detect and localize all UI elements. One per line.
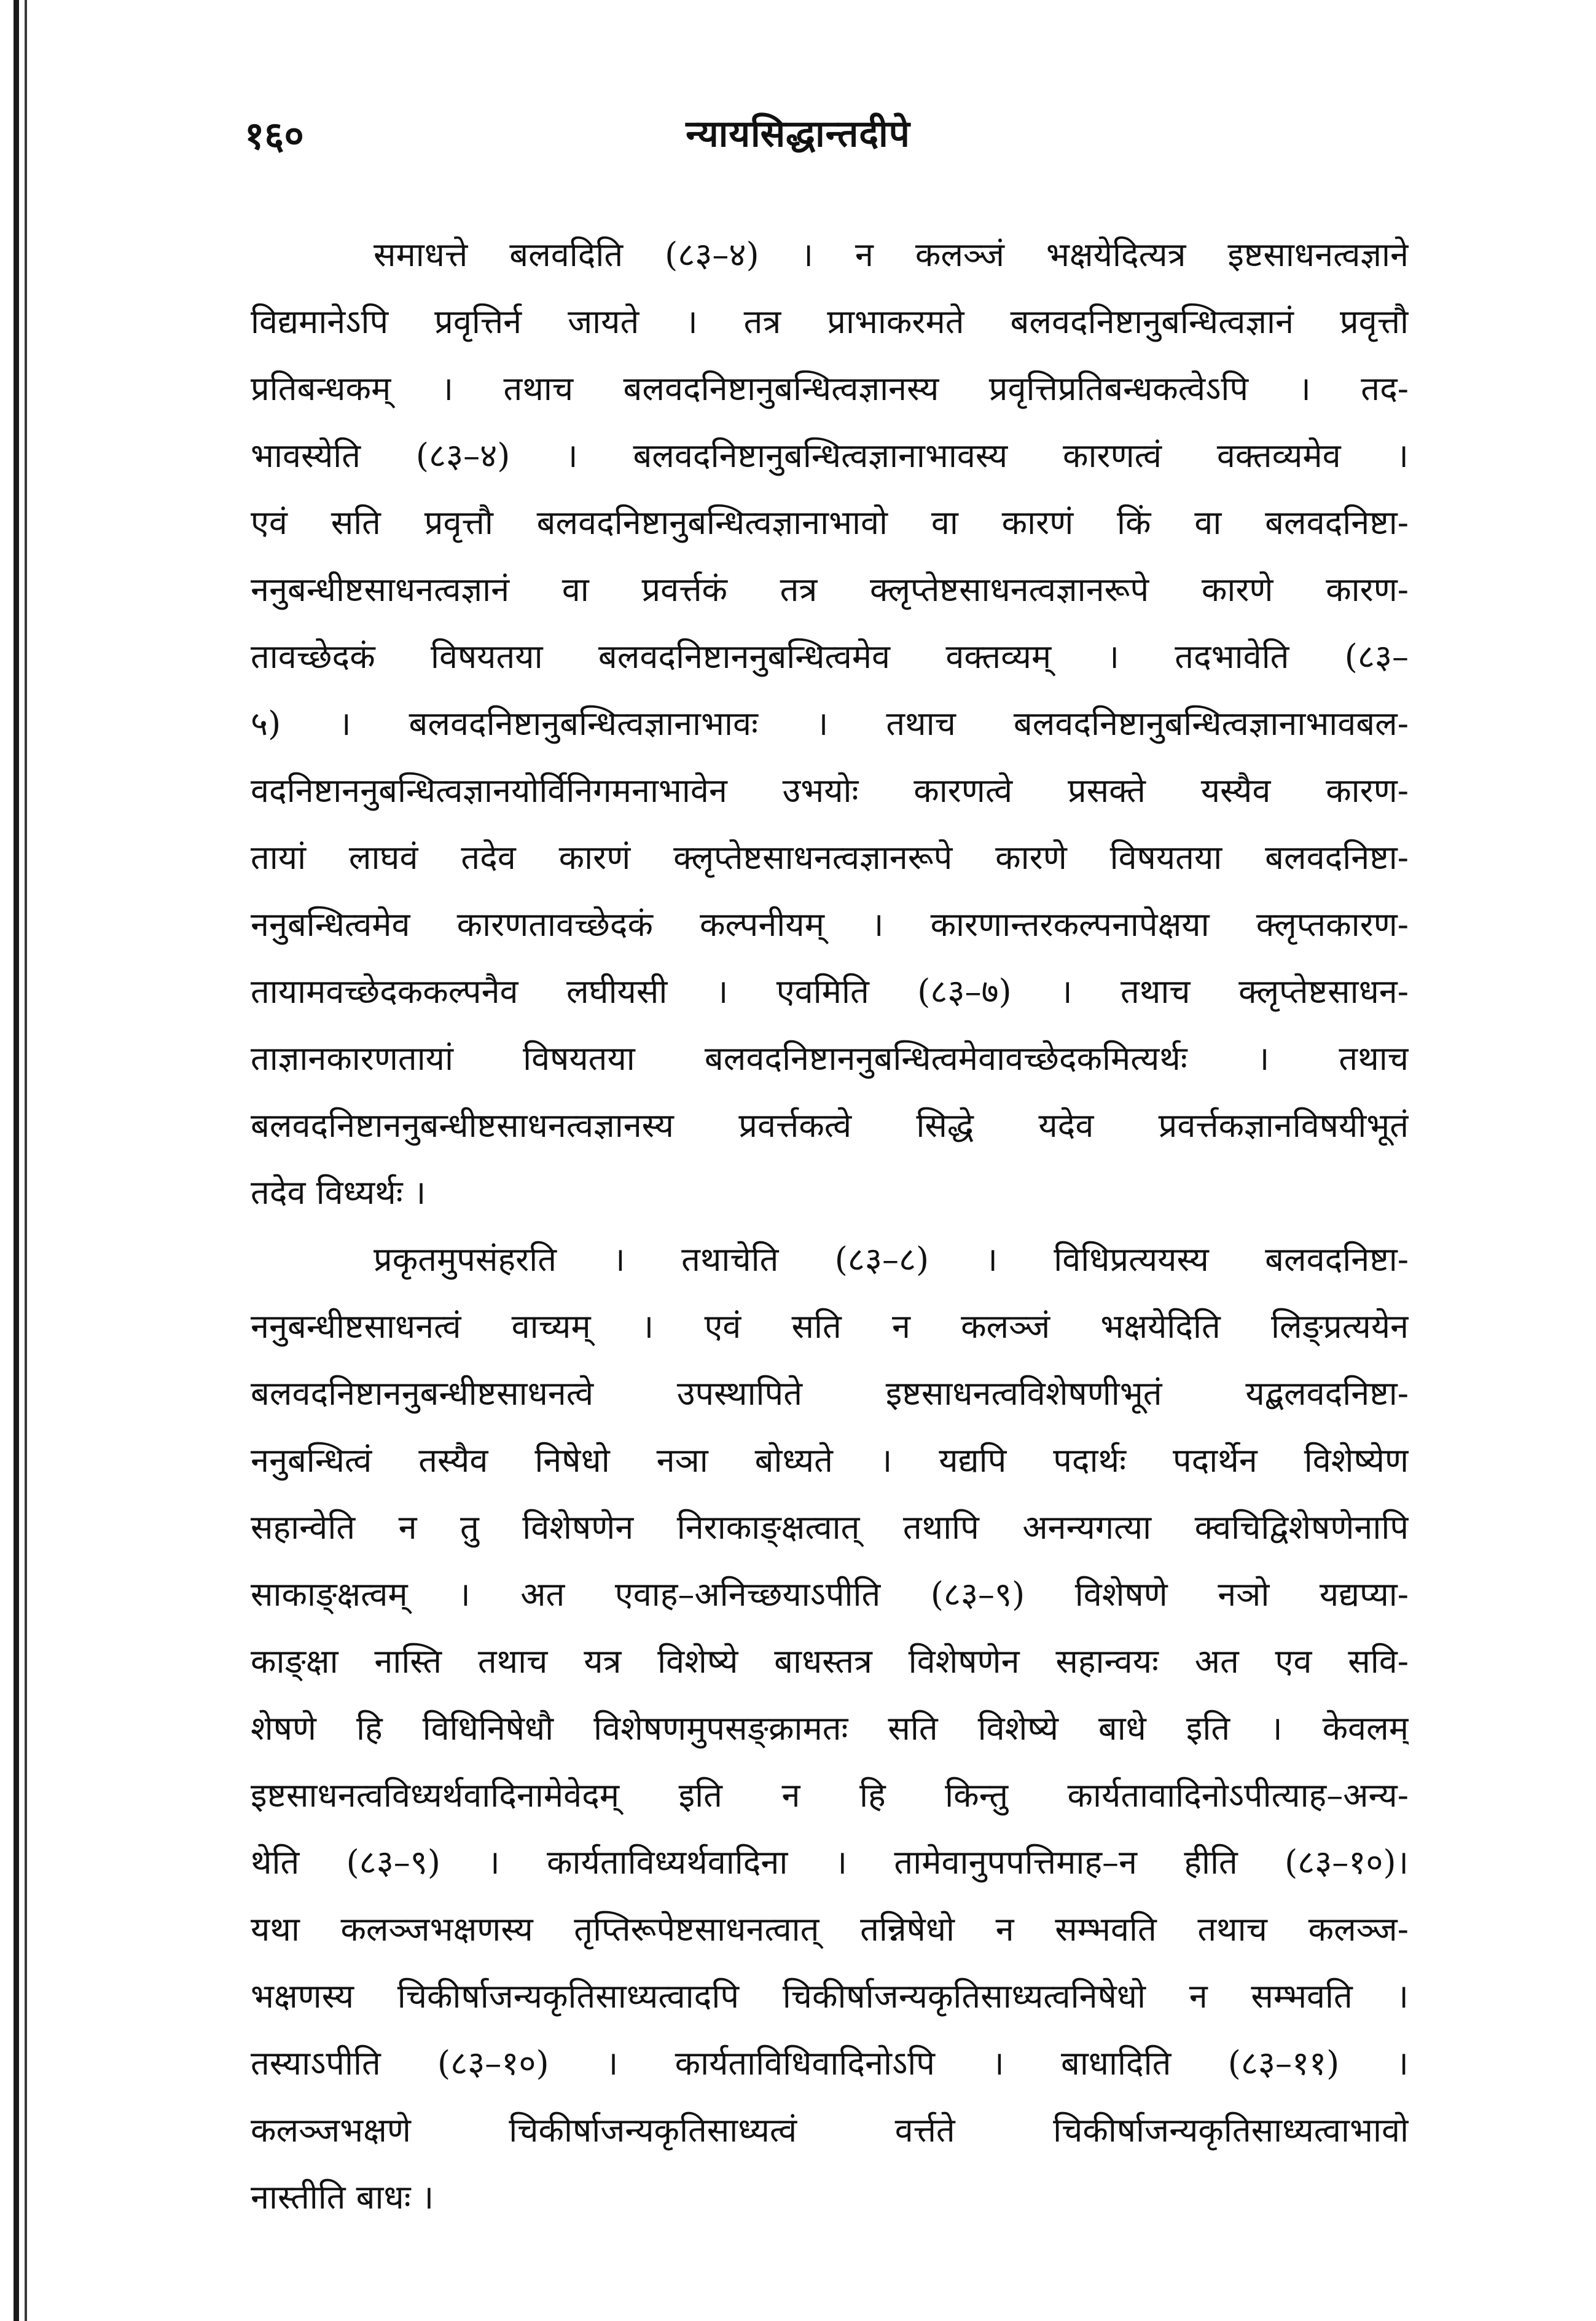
text-line: ताज्ञानकारणतायां विषयतया बलवदनिष्टाननुबन्धित्वमेवावच्छेदकमित्यर्थः । तथाच (251, 1039, 1409, 1078)
text-line: भक्षणस्य चिकीर्षाजन्यकृतिसाध्यत्वादपि चिकीर्षाजन्यकृतिसाध्यत्वनिषेधो न सम्भवति । (251, 1977, 1409, 2016)
text-line: ननुबन्धित्वं तस्यैव निषेधो नञा बोध्यते । यद्यपि पदार्थः पदार्थेन विशेष्येण (251, 1441, 1409, 1480)
running-head-title: न्यायसिद्धान्तदीपे (686, 112, 910, 155)
text-line: तदेव विध्यर्थः । (251, 1173, 426, 1212)
text-line: प्रतिबन्धकम् । तथाच बलवदनिष्टानुबन्धित्वज्ञानस्य प्रवृत्तिप्रतिबन्धकत्वेऽपि । तद- (251, 369, 1409, 408)
text-line: ननुबन्धीष्टसाधनत्वं वाच्यम् । एवं सति न कलञ्जं भक्षयेदिति लिङ्प्रत्ययेन (251, 1307, 1409, 1346)
text-line: समाधत्ते बलवदिति (८३–४) । न कलञ्जं भक्षयेदित्यत्र इष्टसाधनत्वज्ञाने (374, 235, 1409, 274)
text-line: ननुबन्धित्वमेव कारणतावच्छेदकं कल्पनीयम् । कारणान्तरकल्पनापेक्षया क्लृप्तकारण- (251, 905, 1409, 944)
left-margin-rule-inner (25, 0, 27, 2321)
text-line: इष्टसाधनत्वविध्यर्थवादिनामेवेदम् इति न हि किन्तु कार्यतावादिनोऽपीत्याह–अन्य- (251, 1776, 1409, 1815)
text-line: शेषणे हि विधिनिषेधौ विशेषणमुपसङ्क्रामतः सति विशेष्ये बाधे इति । केवलम् (251, 1709, 1409, 1748)
text-line: कलञ्जभक्षणे चिकीर्षाजन्यकृतिसाध्यत्वं वर्त्तते चिकीर्षाजन्यकृतिसाध्यत्वाभावो (251, 2111, 1409, 2150)
text-line: बलवदनिष्टाननुबन्धीष्टसाधनत्वे उपस्थापिते इष्टसाधनत्वविशेषणीभूतं यद्बलवदनिष्टा- (251, 1374, 1409, 1413)
text-line: भावस्येति (८३–४) । बलवदनिष्टानुबन्धित्वज्ञानाभावस्य कारणत्वं वक्तव्यमेव । (251, 436, 1409, 475)
text-line: तावच्छेदकं विषयतया बलवदनिष्टाननुबन्धित्वमेव वक्तव्यम् । तदभावेति (८३– (251, 637, 1409, 676)
text-line: थेति (८३–९) । कार्यताविध्यर्थवादिना । तामेवानुपपत्तिमाह–न हीति (८३–१०)। (251, 1843, 1409, 1882)
left-margin-rule (14, 0, 19, 2321)
text-line: विद्यमानेऽपि प्रवृत्तिर्न जायते । तत्र प्राभाकरमते बलवदनिष्टानुबन्धित्वज्ञानं प्रवृत्तौ (251, 302, 1409, 341)
text-line: प्रकृतमुपसंहरति । तथाचेति (८३–८) । विधिप्रत्ययस्य बलवदनिष्टा- (374, 1240, 1409, 1279)
text-line: बलवदनिष्टाननुबन्धीष्टसाधनत्वज्ञानस्य प्रवर्त्तकत्वे सिद्धे यदेव प्रवर्त्तकज्ञानविषयीभूतं (251, 1106, 1409, 1145)
text-line: ५) । बलवदनिष्टानुबन्धित्वज्ञानाभावः । तथाच बलवदनिष्टानुबन्धित्वज्ञानाभावबल- (251, 704, 1409, 743)
text-line: एवं सति प्रवृत्तौ बलवदनिष्टानुबन्धित्वज्ञानाभावो वा कारणं किं वा बलवदनिष्टा- (251, 503, 1409, 542)
text-line: तस्याऽपीति (८३–१०) । कार्यताविधिवादिनोऽपि । बाधादिति (८३–११) । (251, 2044, 1409, 2083)
page-number: १६० (244, 113, 304, 158)
text-line: नास्तीति बाधः । (251, 2178, 434, 2217)
text-line: ननुबन्धीष्टसाधनत्वज्ञानं वा प्रवर्त्तकं तत्र क्लृप्तेष्टसाधनत्वज्ञानरूपे कारणे कारण- (251, 570, 1409, 609)
text-line: साकाङ्क्षत्वम् । अत एवाह–अनिच्छयाऽपीति (८३–९) विशेषणे नञो यद्यप्या- (251, 1575, 1409, 1614)
text-line: सहान्वेति न तु विशेषणेन निराकाङ्क्षत्वात् तथापि अनन्यगत्या क्वचिद्विशेषणेनापि (251, 1508, 1409, 1547)
text-line: तायामवच्छेदककल्पनैव लघीयसी । एवमिति (८३–७) । तथाच क्लृप्तेष्टसाधन- (251, 972, 1409, 1011)
text-line: यथा कलञ्जभक्षणस्य तृप्तिरूपेष्टसाधनत्वात् तन्निषेधो न सम्भवति तथाच कलञ्ज- (251, 1910, 1409, 1949)
text-line: तायां लाघवं तदेव कारणं क्लृप्तेष्टसाधनत्वज्ञानरूपे कारणे विषयतया बलवदनिष्टा- (251, 838, 1409, 877)
text-line: काङ्क्षा नास्ति तथाच यत्र विशेष्ये बाधस्तत्र विशेषणेन सहान्वयः अत एव सवि- (251, 1642, 1409, 1681)
text-line: वदनिष्टाननुबन्धित्वज्ञानयोर्विनिगमनाभावेन उभयोः कारणत्वे प्रसक्ते यस्यैव कारण- (251, 771, 1409, 810)
body-text (251, 221, 1409, 2231)
